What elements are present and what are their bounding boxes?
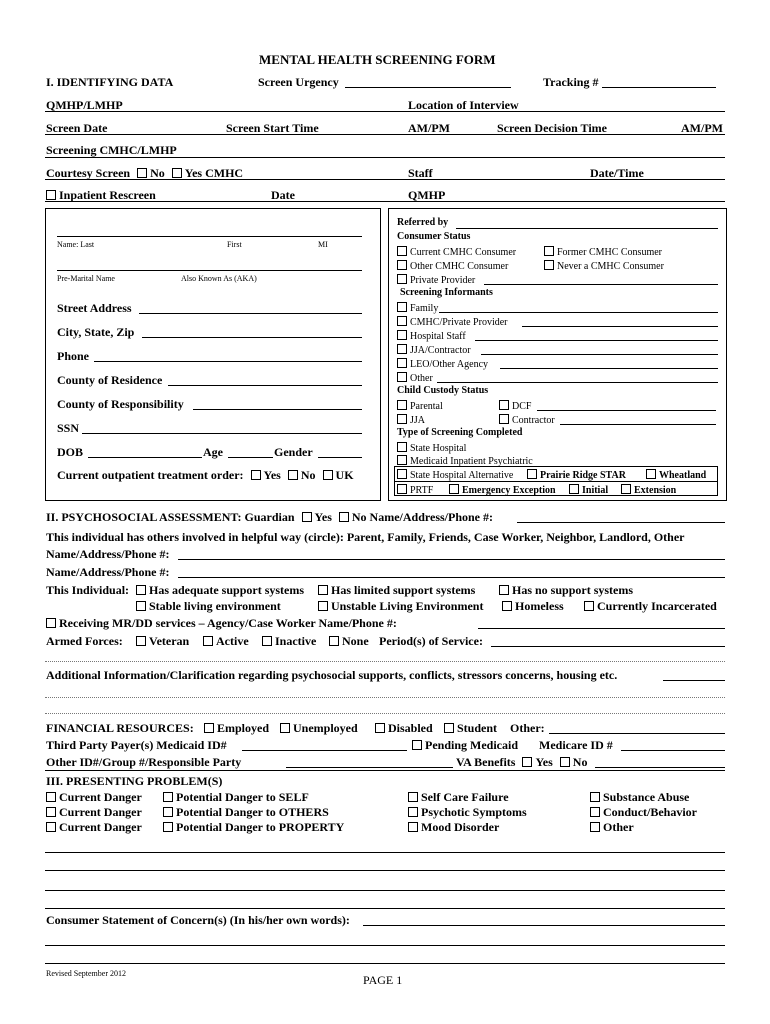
ssn-label: SSN [57,421,80,435]
current-danger-2[interactable]: Current Danger [46,806,142,818]
disabled-option[interactable]: Disabled [375,722,433,734]
family-option[interactable]: Family [397,302,438,314]
other-informant-option[interactable]: Other [397,372,433,384]
screening-cmhc-label: Screening CMHC/LMHP [46,143,177,157]
cmhc-private-field[interactable] [522,326,718,327]
county-residence-label: County of Residence [57,373,163,387]
age-label: Age [203,445,223,459]
additional-line-1[interactable] [45,697,725,698]
former-cmhc-option[interactable]: Former CMHC Consumer [544,246,662,258]
unstable-option[interactable]: Unstable Living Environment [318,600,483,612]
periods-field[interactable] [491,646,725,647]
age-field[interactable] [228,457,273,458]
gender-label: Gender [274,445,313,459]
family-field[interactable] [439,312,718,313]
va-benefits-row [456,756,587,768]
consumer-statement-field[interactable] [363,925,725,926]
rescreen-qmhp-label: QMHP [408,188,446,202]
va-field[interactable] [595,767,725,768]
psychotic-option[interactable]: Psychotic Symptoms [408,806,527,818]
leo-field[interactable] [500,368,718,369]
ampm-label-2: AM/PM [681,121,723,135]
guardian-yes-checkbox[interactable] [302,512,312,522]
courtesy-field-line[interactable] [45,179,725,180]
medicaid-id-field[interactable] [242,750,407,751]
presenting-other-option[interactable]: Other [590,821,634,833]
pre-marital-label: Pre-Marital Name [57,274,115,283]
veteran-option[interactable]: Veteran [136,635,189,647]
screening-type-divider [394,481,718,482]
va-yes-label: Yes [535,755,553,769]
mrdd-option[interactable]: Receiving MR/DD services – Agency/Case Worker Name/Phone #: [46,617,397,629]
adequate-option[interactable]: Has adequate support systems [136,584,304,596]
order-yes-checkbox[interactable] [251,470,261,480]
financial-label: FINANCIAL RESOURCES: [46,721,194,735]
section-1-heading: I. IDENTIFYING DATA [46,75,174,89]
inpatient-rescreen-row [46,189,156,201]
va-no-label: No [572,755,588,769]
screening-cmhc-field-line[interactable] [45,157,725,158]
name-last-label: Name: Last [57,240,95,249]
rescreen-date-label: Date [271,188,295,202]
conduct-option[interactable]: Conduct/Behavior [590,806,697,818]
mood-option[interactable]: Mood Disorder [408,821,499,833]
referred-by-label: Referred by [397,217,449,228]
name-address-2-field[interactable] [178,577,725,578]
va-yes-checkbox[interactable] [522,757,532,767]
mi-label: MI [318,240,328,249]
student-option[interactable]: Student [444,722,497,734]
phone-field[interactable] [94,361,362,362]
other-id-field[interactable] [286,767,453,768]
phone-label: Phone [57,349,90,363]
order-label: Current outpatient treatment order: [57,468,244,482]
inactive-option[interactable]: Inactive [262,635,316,647]
tracking-label: Tracking # [543,75,599,89]
order-row [57,469,354,481]
private-provider-option[interactable]: Private Provider [397,274,475,286]
aka-label: Also Known As (AKA) [181,274,257,283]
staff-label: Staff [408,166,433,180]
pre-marital-field[interactable] [57,270,362,271]
revised-date: Revised September 2012 [46,969,126,978]
prtf-option[interactable]: PRTF [397,484,433,496]
street-label: Street Address [57,301,132,315]
consumer-statement-label: Consumer Statement of Concern(s) (In his/her own words): [46,913,350,927]
order-uk-checkbox[interactable] [323,470,333,480]
unemployed-option[interactable]: Unemployed [280,722,358,734]
county-residence-field[interactable] [168,385,362,386]
courtesy-no-checkbox[interactable] [137,168,147,178]
first-name-label: First [227,240,242,249]
order-no-checkbox[interactable] [288,470,298,480]
hospital-staff-option[interactable]: Hospital Staff [397,330,466,342]
page-number: PAGE 1 [363,973,403,987]
current-danger-1[interactable]: Current Danger [46,791,142,803]
guardian-no-label: No Name/Address/Phone #: [351,510,493,524]
sha-option[interactable]: State Hospital Alternative [397,469,513,481]
dob-label: DOB [57,445,84,459]
pd-others-option[interactable]: Potential Danger to OTHERS [163,806,329,818]
extension-option[interactable]: Extension [621,484,676,496]
presenting-line-1[interactable] [45,852,725,853]
statement-line-2[interactable] [45,963,725,964]
third-party-label: Third Party Payer(s) Medicaid ID# [46,738,227,752]
private-provider-field[interactable] [484,284,718,285]
city-field[interactable] [142,337,362,338]
incarcerated-option[interactable]: Currently Incarcerated [584,600,717,612]
cmhc-private-option[interactable]: CMHC/Private Provider [397,316,508,328]
involved-text: This individual has others involved in helpful way (circle): Parent, Family, Friends, Case Worker, Neighbor, Landlord, Other [46,530,685,544]
inpatient-rescreen-checkbox[interactable] [46,190,56,200]
presenting-line-2[interactable] [45,870,725,871]
screen-decision-time-label: Screen Decision Time [497,121,607,135]
screen-date-label: Screen Date [46,121,108,135]
inpatient-rescreen-label: Inpatient Rescreen [59,188,156,202]
parental-option[interactable]: Parental [397,400,443,412]
state-hospital-option[interactable]: State Hospital [397,442,466,454]
city-label: City, State, Zip [57,325,135,339]
never-cmhc-option[interactable]: Never a CMHC Consumer [544,260,664,272]
order-yes-label: Yes [263,468,281,482]
jja-contractor-field[interactable] [481,354,718,355]
rescreen-field-line[interactable] [45,201,725,202]
financial-other-label: Other: [510,721,545,735]
name-address-1-label: Name/Address/Phone #: [46,547,170,561]
guardian-no-checkbox[interactable] [339,512,349,522]
jja-option[interactable]: JJA [397,414,425,426]
type-screening-label: Type of Screening Completed [397,427,523,438]
date-time-label: Date/Time [590,166,644,180]
active-option[interactable]: Active [203,635,249,647]
no-support-option[interactable]: Has no support systems [499,584,633,596]
financial-other-field[interactable] [549,733,725,734]
employed-option[interactable]: Employed [204,722,269,734]
county-responsibility-label: County of Responsibility [57,397,184,411]
name-address-2-label: Name/Address/Phone #: [46,565,170,579]
presenting-line-4[interactable] [45,908,725,909]
dob-field[interactable] [88,457,202,458]
self-care-option[interactable]: Self Care Failure [408,791,509,803]
screen-urgency-field[interactable] [345,87,511,88]
courtesy-screen-label: Courtesy Screen [46,166,131,180]
county-responsibility-field[interactable] [193,409,362,410]
dcf-field[interactable] [537,410,716,411]
location-interview-label: Location of Interview [408,98,519,112]
ssn-field[interactable] [82,433,362,434]
stable-option[interactable]: Stable living environment [136,600,281,612]
leo-option[interactable]: LEO/Other Agency [397,358,488,370]
gender-field[interactable] [318,457,362,458]
periods-label: Period(s) of Service: [379,634,483,648]
armed-extra-line[interactable] [45,661,725,662]
armed-forces-label: Armed Forces: [46,634,123,648]
street-field[interactable] [139,313,362,314]
substance-option[interactable]: Substance Abuse [590,791,689,803]
emergency-option[interactable]: Emergency Exception [449,484,556,496]
ampm-label: AM/PM [408,121,450,135]
va-no-checkbox[interactable] [560,757,570,767]
other-cmhc-option[interactable]: Other CMHC Consumer [397,260,508,272]
name-field[interactable] [57,236,362,237]
psych-heading: II. PSYCHOSOCIAL ASSESSMENT: Guardian [46,510,295,524]
qmhp-field-line[interactable] [45,111,725,112]
financial-divider [45,770,725,771]
other-id-label: Other ID#/Group #/Responsible Party [46,755,242,769]
current-cmhc-option[interactable]: Current CMHC Consumer [397,246,516,258]
guardian-field[interactable] [517,522,725,523]
referred-by-field[interactable] [456,228,718,229]
dcf-option[interactable]: DCF [499,400,531,412]
contractor-option[interactable]: Contractor [499,414,555,426]
form-title: MENTAL HEALTH SCREENING FORM [259,52,496,67]
courtesy-screen-row [46,167,243,179]
screen-start-time-label: Screen Start Time [226,121,319,135]
tracking-field[interactable] [602,87,716,88]
presenting-line-3[interactable] [45,890,725,891]
guardian-yes-label: Yes [314,510,332,524]
child-custody-label: Child Custody Status [397,385,489,396]
medicare-field[interactable] [621,750,725,751]
additional-line-2[interactable] [45,713,725,714]
prairie-option[interactable]: Prairie Ridge STAR [527,469,626,481]
va-benefits-label: VA Benefits [456,755,516,769]
qmhp-lmhp-label: QMHP/LMHP [46,98,123,112]
psych-heading-row [46,511,493,523]
courtesy-no-label: No [150,166,165,180]
hospital-staff-field[interactable] [475,340,718,341]
this-individual-label: This Individual: [46,583,130,597]
initial-option[interactable]: Initial [569,484,608,496]
mrdd-field[interactable] [478,628,725,629]
contractor-field[interactable] [560,424,716,425]
order-no-label: No [300,468,316,482]
pd-property-option[interactable]: Potential Danger to PROPERTY [163,821,344,833]
screen-date-field-line[interactable] [45,134,725,135]
statement-line-1[interactable] [45,945,725,946]
limited-option[interactable]: Has limited support systems [318,584,475,596]
order-uk-label: UK [335,468,354,482]
other-informant-field[interactable] [437,382,718,383]
presenting-heading: III. PRESENTING PROBLEM(S) [46,774,223,788]
jja-contractor-option[interactable]: JJA/Contractor [397,344,471,356]
courtesy-yes-checkbox[interactable] [172,168,182,178]
none-option[interactable]: None [329,635,369,647]
pd-self-option[interactable]: Potential Danger to SELF [163,791,309,803]
pending-medicaid-option[interactable]: Pending Medicaid [412,739,518,751]
homeless-option[interactable]: Homeless [502,600,564,612]
wheatland-option[interactable]: Wheatland [646,469,706,481]
name-address-1-field[interactable] [178,559,725,560]
consumer-status-label: Consumer Status [397,231,471,242]
screening-informants-label: Screening Informants [400,287,493,298]
screen-urgency-label: Screen Urgency [258,75,339,89]
additional-info-field[interactable] [663,680,725,681]
medicaid-inpatient-option[interactable]: Medicaid Inpatient Psychiatric [397,455,533,467]
courtesy-yes-label: Yes CMHC [184,166,244,180]
medicare-label: Medicare ID # [539,738,613,752]
current-danger-3[interactable]: Current Danger [46,821,142,833]
additional-info-label: Additional Information/Clarification regarding psychosocial supports, conflicts, stressors concerns, housing etc. [46,668,618,682]
